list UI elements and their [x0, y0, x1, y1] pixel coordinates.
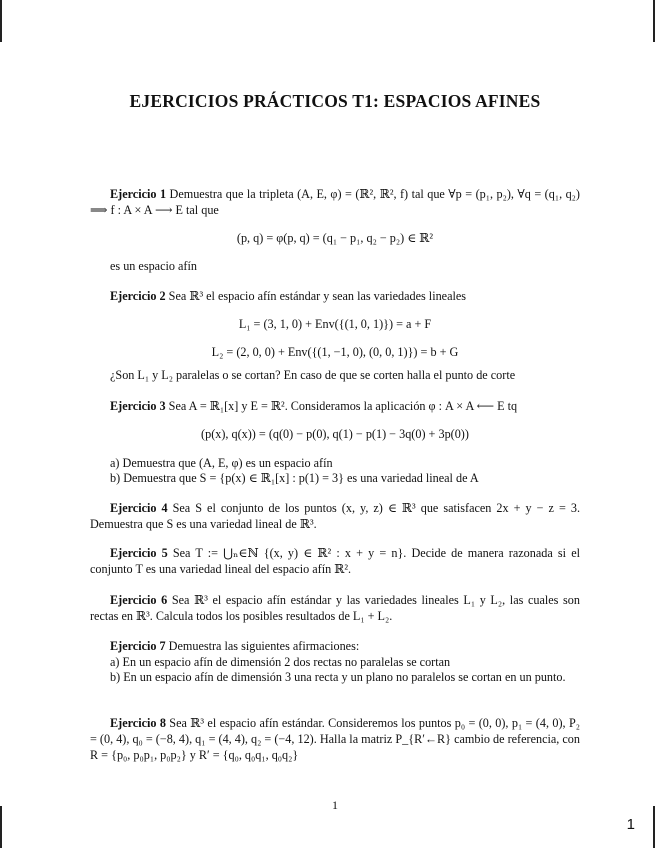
exercise-1-conclusion: es un espacio afín	[110, 259, 197, 273]
exercise-7	[90, 638, 580, 654]
crop-mark-top-left	[0, 0, 2, 42]
crop-mark-bottom-left	[0, 806, 2, 848]
exercise-text: Demuestra que la tripleta (A, E, φ) = (ℝ², ℝ², f) tal que ∀p = (p₁, p₂), ∀q = (q₁, q₂) ⟹ f : A × A ⟶ E tal que	[90, 187, 580, 217]
exercise-5	[90, 545, 580, 577]
exercise-text: Sea ℝ³ el espacio afín estándar y las variedades lineales L₁ y L₂, las cuales son rectas en ℝ³. Calcula todos los posibles resultados de L₁ + L₂.	[90, 593, 580, 623]
exercise-label: Ejercicio 8	[110, 716, 166, 730]
exercise-7-part-b: b) En un espacio afín de dimensión 3 una recta y un plano no paralelos se cortan en un punto.	[110, 670, 566, 684]
page-title: EJERCICIOS PRÁCTICOS T1: ESPACIOS AFINES	[129, 91, 541, 111]
exercise-2-formula-l2: L₂ = (2, 0, 0) + Env({(1, −1, 0), (0, 0, 1)}) = b + G	[211, 345, 459, 359]
exercise-2-question: ¿Son L₁ y L₂ paralelas o se cortan? En caso de que se corten halla el punto de corte	[110, 368, 516, 382]
exercise-4	[90, 500, 580, 532]
exercise-label: Ejercicio 5	[110, 546, 168, 560]
exercise-3-part-a: a) Demuestra que (A, E, φ) es un espacio afín	[110, 456, 333, 470]
exercise-label: Ejercicio 3	[110, 399, 166, 413]
exercise-text: Sea ℝ³ el espacio afín estándar y sean las variedades lineales	[165, 289, 467, 303]
exercise-label: Ejercicio 7	[110, 639, 166, 653]
exercise-text: Sea S el conjunto de los puntos (x, y, z) ∈ ℝ³ que satisfacen 2x + y − z = 3. Demuestra que S es una variedad lineal de ℝ³.	[90, 501, 580, 531]
exercise-text: Sea A = ℝ₁[x] y E = ℝ². Consideramos la aplicación φ : A × A ⟵ E tq	[165, 399, 518, 413]
exercise-3-part-b: b) Demuestra que S = {p(x) ∈ ℝ₁[x] : p(1) = 3} es una variedad lineal de A	[110, 471, 479, 485]
exercise-label: Ejercicio 2	[110, 289, 166, 303]
exercise-label: Ejercicio 4	[110, 501, 168, 515]
exercise-text: Sea ℝ³ el espacio afín estándar. Consideremos los puntos p₀ = (0, 0), p₁ = (4, 0), P₂ = (0, 4), q₀ = (−8, 4), q₁ = (4, 4), q₂ = (−4, 12). Halla la matriz P_{R′←R} cambio de referencia, con R = {p₀, p₀p₁, p₀p₂} y R′ = {q₀, q₀q₁, q₀q₂}	[90, 716, 580, 762]
exercise-2-formula-l1: L₁ = (3, 1, 0) + Env({(1, 0, 1)}) = a + F	[238, 317, 432, 331]
exercise-8	[90, 715, 580, 763]
exercise-3	[90, 398, 580, 414]
exercise-1-formula: (p, q) = φ(p, q) = (q₁ − p₁, q₂ − p₂) ∈ ℝ²	[236, 231, 434, 245]
exercise-label: Ejercicio 6	[110, 593, 168, 607]
exercise-7-part-a: a) En un espacio afín de dimensión 2 dos rectas no paralelas se cortan	[110, 655, 451, 669]
exercise-text: Demuestra las siguientes afirmaciones:	[165, 639, 360, 653]
exercise-text: Sea T := ⋃ₙ∈ℕ {(x, y) ∈ ℝ² : x + y = n}. Decide de manera razonada si el conjunto T es una variedad lineal del espacio afín ℝ².	[90, 546, 580, 576]
exercise-2	[90, 288, 580, 304]
exercise-1	[90, 186, 580, 218]
page-number: 1	[332, 798, 338, 812]
viewer-page-indicator: 1	[626, 816, 635, 833]
exercise-6	[90, 592, 580, 624]
exercise-3-formula: (p(x), q(x)) = (q(0) − p(0), q(1) − p(1) − 3q(0) + 3p(0))	[201, 427, 469, 441]
exercise-label: Ejercicio 1	[110, 187, 167, 201]
